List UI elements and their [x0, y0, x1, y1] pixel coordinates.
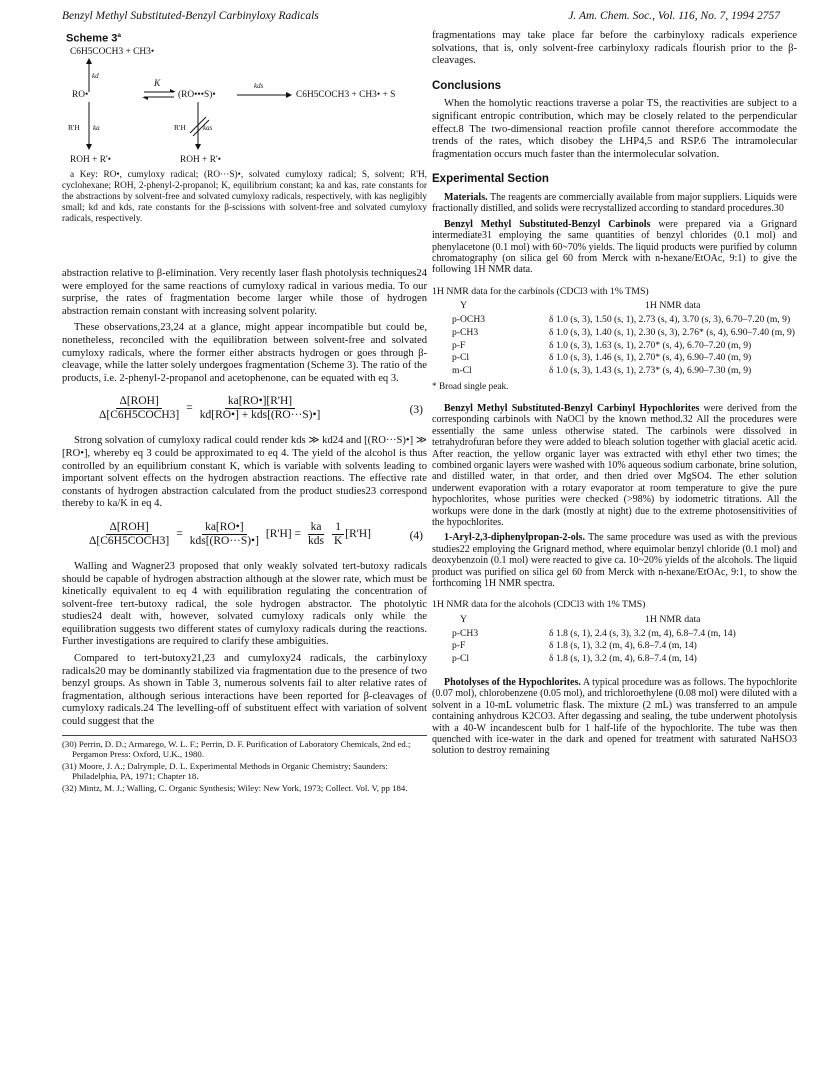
kds-label: kds: [254, 82, 264, 90]
eq-denominator: kds: [308, 534, 324, 547]
running-header-journal: J. Am. Chem. Soc., Vol. 116, No. 7, 1994 2757: [568, 10, 780, 22]
scheme-ro: RO•: [72, 90, 89, 100]
section-heading-experimental: Experimental Section: [432, 173, 549, 186]
eq-denominator: K: [333, 534, 343, 547]
scheme-title: Scheme 3$^a$: [66, 32, 121, 45]
table2: [432, 629, 797, 667]
table1-col-y: Y: [460, 300, 468, 312]
table2-col-y: Y: [460, 614, 468, 626]
scheme-right-products: C6H5COCH3 + CH3• + S: [296, 90, 396, 100]
paragraph: Compared to tert-butoxy21,23 and cumyloxy24 radicals, the carbinyloxy radicals20 may be dominantly stabilized via fragmentation due to the presence of two benzyl groups. As shown in Table 3, numerous solvents fail to alter relative rates of fragmentation, although serious interactions have been reported for β-cleavages of cumyloxy radicals.24 The levelling-off of substituent effect with variation of solvent could suggest that the: [62, 653, 427, 728]
table1: [432, 315, 797, 379]
eq-denominator: kd[RO•] + kds[(RO···S)•]: [199, 408, 321, 421]
equation-number: (4): [409, 529, 423, 542]
eq-numerator: ka: [308, 521, 325, 535]
rh-label-2: R'H: [174, 123, 186, 132]
scheme-3: [62, 30, 427, 224]
table-row: p-CH3 δ 1.8 (s, 1), 2.4 (s, 3), 3.2 (m, 4), 6.8–7.4 (m, 14): [452, 627, 736, 639]
section-heading-conclusions: Conclusions: [432, 79, 502, 92]
right-column: [432, 30, 797, 761]
reference-item: (32) Mintz, M. J.; Walling, C. Organic Synthesis; Wiley: New York, 1973; Collect. Vol. V, pp 184.: [62, 782, 408, 793]
eq-numerator: Δ[ROH]: [106, 521, 151, 535]
K-label: K: [154, 79, 161, 89]
paragraph-photolyses: Photolyses of the Hypochlorites. A typical procedure was as follows. The hypochlorite (0.07 mol), chlorobenzene (0.05 mol), and trichloroethylene (0.08 mol) were diluted with a solvent in a 10-mL volumetric flask. The mixture (2 mL) was transferred to an ampule containing anhydrous K2CO3. After degassing and sealing, the tube underwent photolysis with a 40-W incandescent bulb for 1 half-life of the hypochlorite. The tube was then quenched with ice-water in the dark and opened for treatment with saturated NaHSO3 solution to destroy remaining: [432, 677, 797, 757]
paragraph: Strong solvation of cumyloxy radical could render kds ≫ kd24 and [(RO···S)•] ≫ [RO•], whereby eq 3 could be approximated to eq 4. The yield of the alcohol is thus controlled by an equilibrium constant K, which is variable with solvents leading to important solvent effects on the hydrogen abstraction reactions. The effective rate constants of hydrogen abstraction calculated from the product studies23 correspond thereby to ka/K in eq 4.: [62, 435, 427, 510]
paragraph-aryl: 1-Aryl-2,3-diphenylpropan-2-ols. The same procedure was used as with the previous studies22 employing the Grignard method, where equimolar benzyl chloride (0.1 mol) and deoxybenzoin (0.1 mol) were reacted to give ca. 10~20% yields of the alcohols. The liquid product was purified on silica gel 60 from Merck with n-hexane/EtOAc, 9:1, to show the forthcoming 1H NMR spectra.: [432, 532, 797, 590]
paragraph-hypochlorites: Benzyl Methyl Substituted-Benzyl Carbinyl Hypochlorites were derived from the corresponding carbinols with NaOCl by the known method.32 All the procedures were essentially the same unless otherwise stated. The carbinols were dissolved in tetrahydrofuran before they were added to bleach solution together with glacial acetic acid. After reaction, the yellow organic layer was extracted with ethyl ether two times; the combined organic layers were washed with 10% aqueous sodium carbonate, brine solution, and distilled water, in that order, and then dried over MgSO4. The ether solution underwent evaporation with a rotary evaporator at room temperature to give the pure hypochlorites, whose purities were checked (>98%) by iodometric titrations. All the workups were done in the dark (mostly at night) due to the extreme photosensitivities of the hypochlorites.: [432, 402, 797, 529]
table2-header: [432, 614, 797, 627]
eq-denominator: Δ[C6H5COCH3]: [99, 408, 180, 421]
references: [62, 735, 427, 793]
equation-4: Δ[ROH] Δ[C6H5COCH3] = ka[RO•] kds[(RO···S)•] [R'H] = ka kds $\frac{1}{K}$ [R'H] (4): [62, 521, 427, 551]
equation-number: (3): [409, 404, 423, 417]
paragraph: These observations,23,24 at a glance, might appear incompatible but could be, nonetheless, reconciled with the equilibration between solvent-free and solvated cumyloxy radicals, where the former either abstracts hydrogen or goes through β-cleavage, while the latter solely undergoes fragmentation (Scheme 3). The ratio of the products, i.e. 2-phenyl-2-propanol and acetophenone, can be equated with eq 3.: [62, 322, 427, 384]
table-row: p-Cl δ 1.8 (s, 1), 3.2 (m, 4), 6.8–7.4 (m, 14): [452, 653, 697, 665]
eq-numerator: ka[RO•][R'H]: [225, 395, 295, 409]
eq-numerator: Δ[ROH]: [116, 395, 161, 409]
table-row: p-F δ 1.8 (s, 1), 3.2 (m, 4), 6.8–7.4 (m, 14): [452, 640, 697, 652]
rh-label-1: R'H: [68, 123, 80, 132]
table1-note: * Broad single peak.: [432, 381, 509, 392]
table-row: p-CH3 δ 1.0 (s, 3), 1.40 (s, 1), 2.30 (s, 3), 2.76* (s, 4), 6.90–7.40 (m, 9): [452, 326, 795, 338]
scheme-solvated: (RO•••S)•: [178, 90, 216, 100]
running-header-title: Benzyl Methyl Substituted-Benzyl Carbinyloxy Radicals: [62, 10, 319, 22]
paragraph-carbinols: Benzyl Methyl Substituted-Benzyl Carbinols were prepared via a Grignard intermediate31 employing the same quantities of benzyl chlorides (0.1 mol) and phenylacetone (0.1 mol) with 60~70% yields. The liquid products were purified by column chromatography (on silica gel 60 from Merck with n-hexane/EtOAc, 9:1) to give the following 1H NMR data.: [432, 218, 798, 276]
table1-caption: 1H NMR data for the carbinols (CDCl3 with 1% TMS): [432, 285, 649, 297]
eq-denominator: kds[(RO···S)•]: [189, 534, 259, 547]
reference-item: (31) Moore, J. A.; Dalrymple, D. L. Experimental Methods in Organic Chemistry; Saunders: Philadelphia, PA, 1971; Chapter 18.: [62, 760, 388, 781]
eq-denominator: Δ[C6H5COCH3]: [89, 534, 170, 547]
equation-3: Δ[ROH] Δ[C6H5COCH3] = ka[RO•][R'H] kd[RO•] + kds[(RO···S)•] (3): [62, 395, 427, 425]
eq-numerator: 1: [332, 521, 344, 535]
reference-item: (30) Perrin, D. D.; Armarego, W. L. F.; Perrin, D. F. Purification of Laboratory Chemicals, 2nd ed.; Pergamon Press: Oxford, U.K., 1980.: [62, 738, 411, 759]
kas-label: kas: [203, 124, 213, 132]
table1-col-nmr: 1H NMR data: [645, 300, 701, 312]
table-row: p-Cl δ 1.0 (s, 3), 1.46 (s, 1), 2.70* (s, 4), 6.90–7.40 (m, 9): [452, 352, 752, 364]
scheme-bottom-2: ROH + R'•: [180, 155, 221, 165]
table2-caption: 1H NMR data for the alcohols (CDCl3 with 1% TMS): [432, 599, 646, 611]
scheme-footnote: a Key: RO•, cumyloxy radical; (RO···S)•, solvated cumyloxy radical; S, solvent; R'H, cyclohexane; ROH, 2-phenyl-2-propanol; K, equilibrium constant; ka and kas, rate constants for the abstractions by solvent-free and solvated cumyloxy radicals, respectively, with kas negligibly small; kd and kds, rate constants for the β-scissions with solvent-free and solvated cumyloxy radicals, respectively.: [62, 170, 427, 224]
paragraph: When the homolytic reactions traverse a polar TS, the reactivities are subject to a significant entropic contribution, which may be closely related to the perpendicular effect.8 The two-dimensional reaction profile cannot therefore accommodate the trends of the rates, which disobey the LHP4,5 and RSP.6 The intramolecular fragmentation occurs much faster than the intermolecular solvation.: [432, 98, 797, 160]
eq-term: [R'H]: [345, 527, 372, 540]
table1-header: [432, 300, 797, 313]
table-row: p-F δ 1.0 (s, 3), 1.63 (s, 1), 2.70* (s, 4), 6.70–7.20 (m, 9): [452, 339, 752, 351]
paragraph-materials: Materials. The reagents are commercially available from major suppliers. Liquids were fractionally distilled, and solids were recrystallized according to standard procedures.30: [432, 191, 797, 215]
paragraph: abstraction relative to β-elimination. Very recently laser flash photolysis techniques24 were employed for the same reactions of cumyloxy radical in various media. To our surprise, the rates of fragmentation become larger while those of hydrogen abstraction remain constant with increasing solvent polarity.: [62, 268, 427, 317]
eq-term: [R'H] =: [265, 527, 301, 540]
kd-label: kd: [92, 72, 99, 80]
left-column: [62, 30, 427, 795]
table-row: m-Cl δ 1.0 (s, 3), 1.43 (s, 1), 2.73* (s, 4), 6.90–7.30 (m, 9): [452, 365, 752, 377]
scheme-top-products: C6H5COCH3 + CH3•: [70, 47, 155, 57]
table-row: p-OCH3 δ 1.0 (s, 3), 1.50 (s, 1), 2.73 (s, 4), 3.70 (s, 3), 6.70–7.20 (m, 9): [452, 313, 791, 325]
paragraph: fragmentations may take place far before the carbinyloxy radicals experience solvations, that is, only solvent-free carbinyloxy radicals flourish prior to the β-cleavages.: [432, 30, 797, 67]
table2-col-nmr: 1H NMR data: [645, 614, 701, 626]
eq-numerator: ka[RO•]: [202, 521, 247, 535]
ka-label: ka: [93, 124, 100, 132]
scheme-bottom-1: ROH + R'•: [70, 155, 111, 165]
paragraph: Walling and Wagner23 proposed that only weakly solvated tert-butoxy radicals should be capable of hydrogen abstraction although at the slower rate, which must be kinetically equivalent to eq 4 with equilibration regulating the concentration of solvent-free tert-butoxy radical, the sole hydrogen abstractor. The photolytic studies24 dealt with, however, solvated cumyloxy radicals only while the equilibration suggests two different states of cumyloxy radicals during the reactions. Further investigations are required to clarify these ambiguities.: [62, 560, 427, 648]
